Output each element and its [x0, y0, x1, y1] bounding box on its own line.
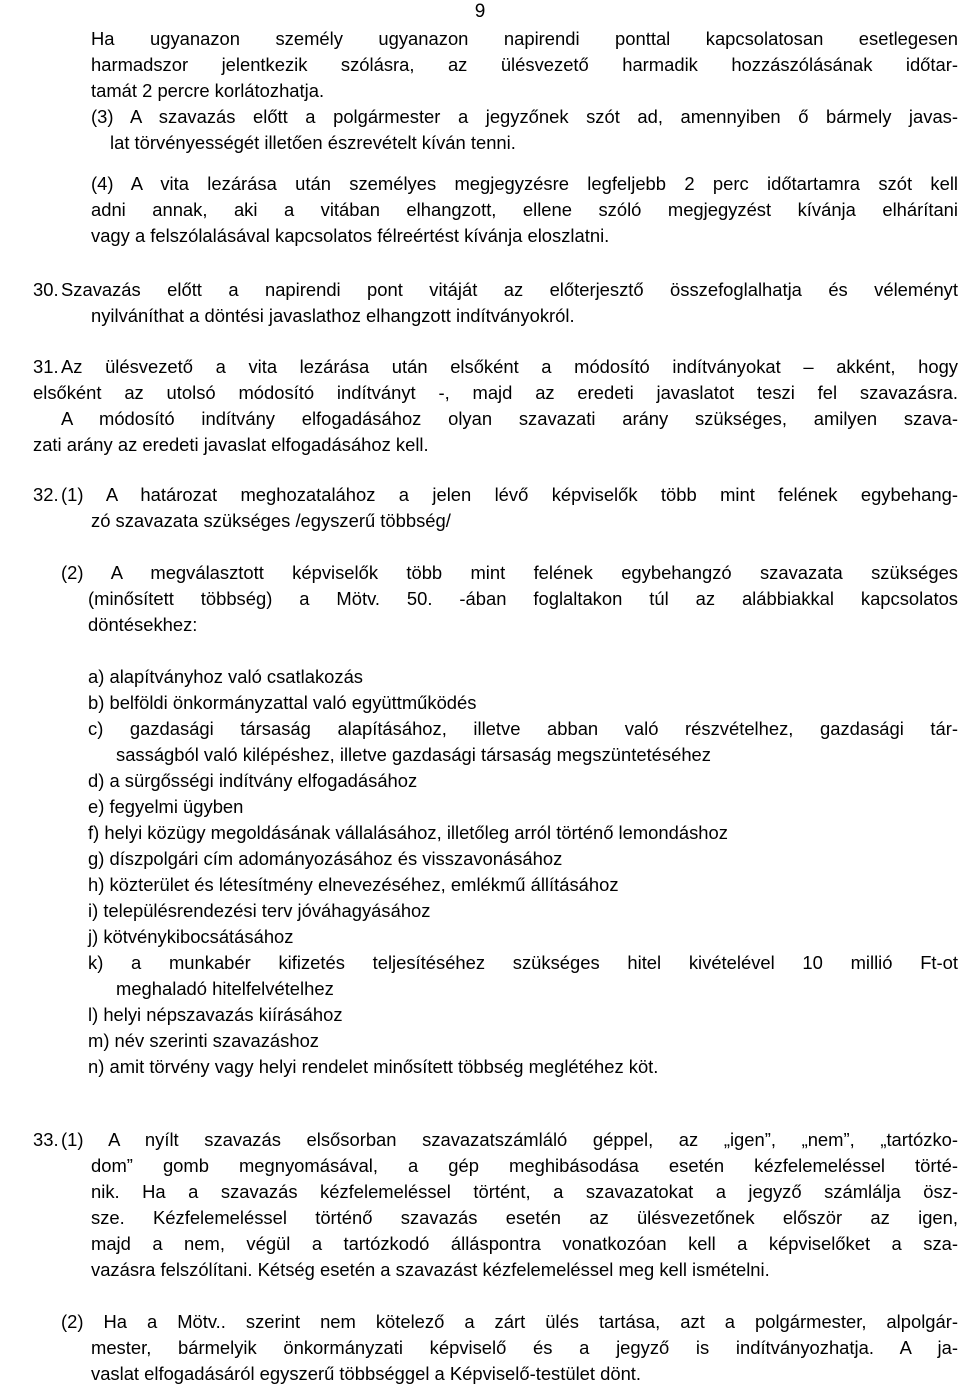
- text-line-p3-l2: lat törvényességét illetően észrevételt kíván tenni.: [110, 132, 516, 153]
- text-line-p1-l2: harmadszor jelentkezik szólásra, az ülésvezető harmadik hozzászólásának időtar-: [91, 54, 958, 75]
- list-item: g) díszpolgári cím adományozásához és visszavonásához: [88, 848, 563, 869]
- text-line-s33-1-l3: nik. Ha a szavazás kézfelemeléssel történt, a szavazatokat a jegyző számlálja ösz-: [91, 1181, 958, 1202]
- text-line-s30-l2: nyilváníthat a döntési javaslathoz elhangzott indítványokról.: [91, 305, 575, 326]
- page-number: 9: [474, 1, 486, 22]
- list-item: m) név szerinti szavazáshoz: [88, 1030, 319, 1051]
- text-line-s32-1-l1: (1) A határozat meghozatalához a jelen lévő képviselők több mint felének egybehang-: [61, 484, 958, 505]
- list-item: l) helyi népszavazás kiírásához: [88, 1004, 343, 1025]
- text-line-s32-2-l3: döntésekhez:: [88, 614, 198, 635]
- text-line-s31-l4: zati arány az eredeti javaslat elfogadásához kell.: [33, 434, 429, 455]
- text-line-p3-l1: (3) A szavazás előtt a polgármester a jegyzőnek szót ad, amennyiben ő bármely javas-: [91, 106, 958, 127]
- list-item: h) közterület és létesítmény elnevezéséhez, emlékmű állításához: [88, 874, 619, 895]
- text-line-s31-num: 31.: [33, 356, 59, 377]
- list-item: n) amit törvény vagy helyi rendelet minősített többség meglétéhez köt.: [88, 1056, 659, 1077]
- text-line-s30-num: 30.: [33, 279, 59, 300]
- text-line-p4-l1: (4) A vita lezárása után személyes megjegyzésre legfeljebb 2 perc időtartamra szót kell: [91, 173, 958, 194]
- text-line-s33-1-l1: (1) A nyílt szavazás elsősorban szavazatszámláló géppel, az „igen”, „nem”, „tartózko-: [61, 1129, 958, 1150]
- list-item: sasságból való kilépéshez, illetve gazdasági társaság megszüntetéséhez: [116, 744, 711, 765]
- list-item: j) kötvénykibocsátásához: [88, 926, 294, 947]
- text-line-s32-2-l2: (minősített többség) a Mötv. 50. -ában foglaltakon túl az alábbiakkal kapcsolatos: [88, 588, 958, 609]
- text-line-s33-1-l6: vazásra felszólítani. Kétség esetén a szavazást kézfelemeléssel meg kell ismételni.: [91, 1259, 770, 1280]
- text-line-s31-l3: A módosító indítvány elfogadásához olyan szavazati arány szükséges, amilyen szava-: [61, 408, 958, 429]
- text-line-s32-1-l2: zó szavazata szükséges /egyszerű többség/: [91, 510, 451, 531]
- text-line-p1-l3: tamát 2 percre korlátozhatja.: [91, 80, 325, 101]
- text-line-s30-l1: Szavazás előtt a napirendi pont vitáját az előterjesztő összefoglalhatja és véleményt: [61, 279, 958, 300]
- list-item: i) településrendezési terv jóváhagyásához: [88, 900, 431, 921]
- text-line-s32-num: 32.: [33, 484, 59, 505]
- list-item: b) belföldi önkormányzattal való együttműködés: [88, 692, 477, 713]
- text-line-s33-1-l5: majd a nem, végül a tartózkodó álláspontra vonatkozóan kell a képviselőket a sza-: [91, 1233, 958, 1254]
- text-line-s31-l1: Az ülésvezető a vita lezárása után elsőként a módosító indítványokat – akként, hogy: [61, 356, 958, 377]
- text-line-p1-l1: Ha ugyanazon személy ugyanazon napirendi ponttal kapcsolatosan esetlegesen: [91, 28, 958, 49]
- text-line-s31-l2: elsőként az utolsó módosító indítványt -, majd az eredeti javaslatot teszi fel szavazásra.: [33, 382, 958, 403]
- text-line-s33-1-l2: dom” gomb megnyomásával, a gép meghibásodása esetén kézfelemeléssel törté-: [91, 1155, 958, 1176]
- list-item: c) gazdasági társaság alapításához, illetve abban való részvételhez, gazdasági tár-: [88, 718, 958, 739]
- list-item: a) alapítványhoz való csatlakozás: [88, 666, 363, 687]
- text-line-p4-l2: adni annak, aki a vitában elhangzott, ellene szóló megjegyzést kívánja elhárítani: [91, 199, 958, 220]
- text-line-p4-l3: vagy a felszólalásával kapcsolatos félreértést kívánja eloszlatni.: [91, 225, 610, 246]
- list-item: meghaladó hitelfelvételhez: [116, 978, 334, 999]
- text-line-s33-1-l4: sze. Kézfelemeléssel történő szavazás esetén az ülésvezetőnek először az igen,: [91, 1207, 958, 1228]
- list-item: d) a sürgősségi indítvány elfogadásához: [88, 770, 418, 791]
- text-line-s33-2-l3: vaslat elfogadásáról egyszerű többséggel a Képviselő-testület dönt.: [91, 1363, 642, 1384]
- text-line-s32-2-l1: (2) A megválasztott képviselők több mint felének egybehangzó szavazata szükséges: [61, 562, 958, 583]
- list-item: f) helyi közügy megoldásának vállalásához, illetőleg arról történő lemondáshoz: [88, 822, 728, 843]
- list-item: e) fegyelmi ügyben: [88, 796, 244, 817]
- text-line-s33-num: 33.: [33, 1129, 59, 1150]
- text-line-s33-2-l2: mester, bármelyik önkormányzati képviselő és a jegyző is indítványozhatja. A ja-: [91, 1337, 958, 1358]
- text-line-s33-2-l1: (2) Ha a Mötv.. szerint nem kötelező a zárt ülés tartása, azt a polgármester, alpolgár-: [61, 1311, 958, 1332]
- list-item: k) a munkabér kifizetés teljesítéséhez szükséges hitel kivételével 10 millió Ft-ot: [88, 952, 958, 973]
